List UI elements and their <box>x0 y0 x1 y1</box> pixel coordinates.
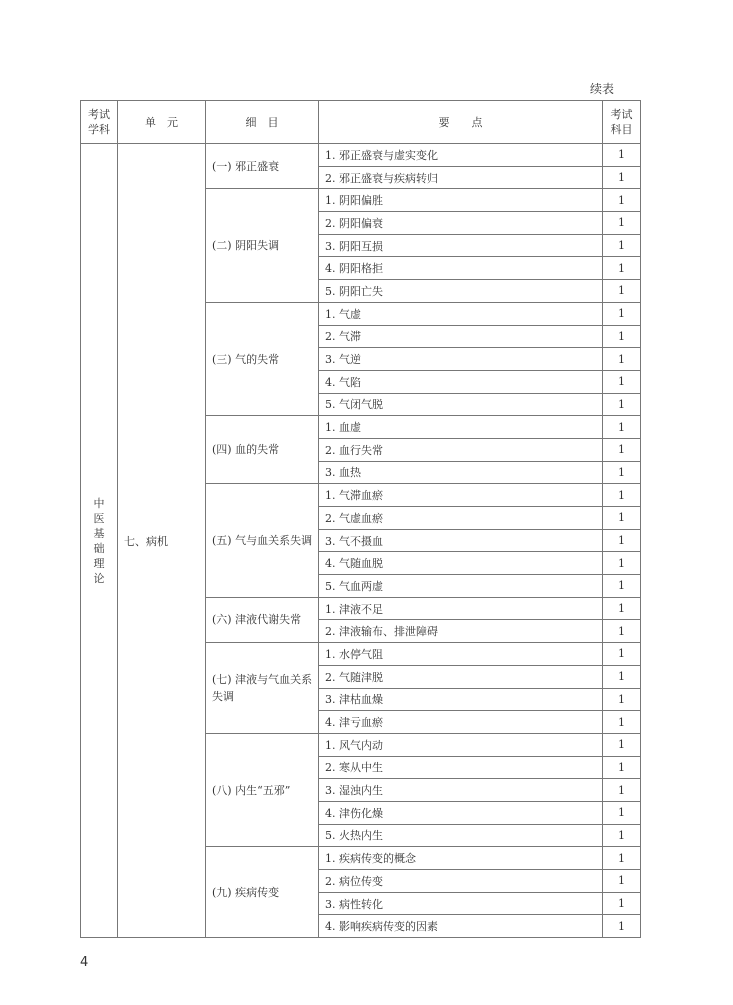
point-cell: 3. 血热 <box>319 461 603 484</box>
exam-subject-value: 1 <box>603 779 641 802</box>
point-cell: 2. 邪正盛衰与疾病转归 <box>319 166 603 189</box>
exam-subject-value: 1 <box>603 643 641 666</box>
exam-subject-value: 1 <box>603 212 641 235</box>
exam-subject-value: 1 <box>603 257 641 280</box>
point-cell: 3. 津枯血燥 <box>319 688 603 711</box>
point-cell: 1. 风气内动 <box>319 733 603 756</box>
table-row <box>81 144 641 167</box>
exam-subject-value: 1 <box>603 507 641 530</box>
exam-subject-value: 1 <box>603 711 641 734</box>
exam-subject-value: 1 <box>603 847 641 870</box>
point-cell: 4. 津伤化燥 <box>319 801 603 824</box>
point-cell: 5. 阴阳亡失 <box>319 280 603 303</box>
detail-cell: (五) 气与血关系失调 <box>206 484 319 597</box>
point-cell: 4. 阴阳格拒 <box>319 257 603 280</box>
exam-subject-value: 1 <box>603 575 641 598</box>
exam-subject-value: 1 <box>603 552 641 575</box>
point-cell: 4. 气陷 <box>319 370 603 393</box>
point-cell: 5. 火热内生 <box>319 824 603 847</box>
exam-subject-value: 1 <box>603 801 641 824</box>
point-cell: 1. 血虚 <box>319 416 603 439</box>
exam-subject-value: 1 <box>603 688 641 711</box>
header-subject: 考试学科 <box>81 101 118 144</box>
point-cell: 5. 气血两虚 <box>319 575 603 598</box>
exam-subject-value: 1 <box>603 756 641 779</box>
exam-subject-value: 1 <box>603 189 641 212</box>
exam-subject-value: 1 <box>603 915 641 938</box>
exam-subject-value: 1 <box>603 234 641 257</box>
point-cell: 2. 血行失常 <box>319 438 603 461</box>
point-cell: 3. 湿浊内生 <box>319 779 603 802</box>
point-cell: 1. 邪正盛衰与虚实变化 <box>319 144 603 167</box>
point-cell: 2. 气虚血瘀 <box>319 507 603 530</box>
point-cell: 2. 病位传变 <box>319 870 603 893</box>
header-unit: 单 元 <box>118 101 206 144</box>
point-cell: 3. 气逆 <box>319 348 603 371</box>
exam-subject-value: 1 <box>603 870 641 893</box>
point-cell: 1. 津液不足 <box>319 597 603 620</box>
exam-subject-value: 1 <box>603 302 641 325</box>
header-detail: 细 目 <box>206 101 319 144</box>
exam-subject-value: 1 <box>603 484 641 507</box>
point-cell: 2. 气随津脱 <box>319 665 603 688</box>
point-cell: 4. 影响疾病传变的因素 <box>319 915 603 938</box>
point-cell: 5. 气闭气脱 <box>319 393 603 416</box>
detail-cell: (四) 血的失常 <box>206 416 319 484</box>
detail-cell: (三) 气的失常 <box>206 302 319 415</box>
detail-cell: (二) 阴阳失调 <box>206 189 319 302</box>
point-cell: 2. 津液输布、排泄障碍 <box>319 620 603 643</box>
exam-subject-value: 1 <box>603 393 641 416</box>
point-cell: 2. 阴阳偏衰 <box>319 212 603 235</box>
page-number: 4 <box>80 955 89 970</box>
exam-subject-value: 1 <box>603 824 641 847</box>
table-header <box>81 101 641 144</box>
syllabus-table <box>80 100 641 938</box>
exam-subject-value: 1 <box>603 461 641 484</box>
point-cell: 4. 津亏血瘀 <box>319 711 603 734</box>
point-cell: 3. 阴阳互损 <box>319 234 603 257</box>
detail-cell: (七) 津液与气血关系失调 <box>206 643 319 734</box>
point-cell: 1. 气滞血瘀 <box>319 484 603 507</box>
point-cell: 2. 气滞 <box>319 325 603 348</box>
detail-cell: (九) 疾病传变 <box>206 847 319 938</box>
exam-subject-value: 1 <box>603 166 641 189</box>
header-exam-subject: 考试科目 <box>603 101 641 144</box>
exam-subject-value: 1 <box>603 144 641 167</box>
exam-subject-value: 1 <box>603 280 641 303</box>
exam-subject-value: 1 <box>603 438 641 461</box>
point-cell: 1. 疾病传变的概念 <box>319 847 603 870</box>
exam-subject-value: 1 <box>603 597 641 620</box>
exam-subject-value: 1 <box>603 325 641 348</box>
exam-subject-value: 1 <box>603 348 641 371</box>
continued-label: 续表 <box>590 82 615 96</box>
exam-subject-value: 1 <box>603 665 641 688</box>
point-cell: 4. 气随血脱 <box>319 552 603 575</box>
detail-cell: (六) 津液代谢失常 <box>206 597 319 642</box>
header-points: 要 点 <box>319 101 603 144</box>
exam-subject-value: 1 <box>603 892 641 915</box>
point-cell: 3. 气不摄血 <box>319 529 603 552</box>
unit-cell: 七、病机 <box>118 144 206 938</box>
exam-subject-value: 1 <box>603 529 641 552</box>
detail-cell: (八) 内生“五邪” <box>206 733 319 846</box>
point-cell: 1. 气虚 <box>319 302 603 325</box>
point-cell: 1. 阴阳偏胜 <box>319 189 603 212</box>
point-cell: 2. 寒从中生 <box>319 756 603 779</box>
exam-subject-value: 1 <box>603 416 641 439</box>
subject-cell: 中医基础理论 <box>81 144 118 938</box>
point-cell: 3. 病性转化 <box>319 892 603 915</box>
point-cell: 1. 水停气阻 <box>319 643 603 666</box>
exam-subject-value: 1 <box>603 620 641 643</box>
detail-cell: (一) 邪正盛衰 <box>206 144 319 189</box>
exam-subject-value: 1 <box>603 733 641 756</box>
exam-subject-value: 1 <box>603 370 641 393</box>
